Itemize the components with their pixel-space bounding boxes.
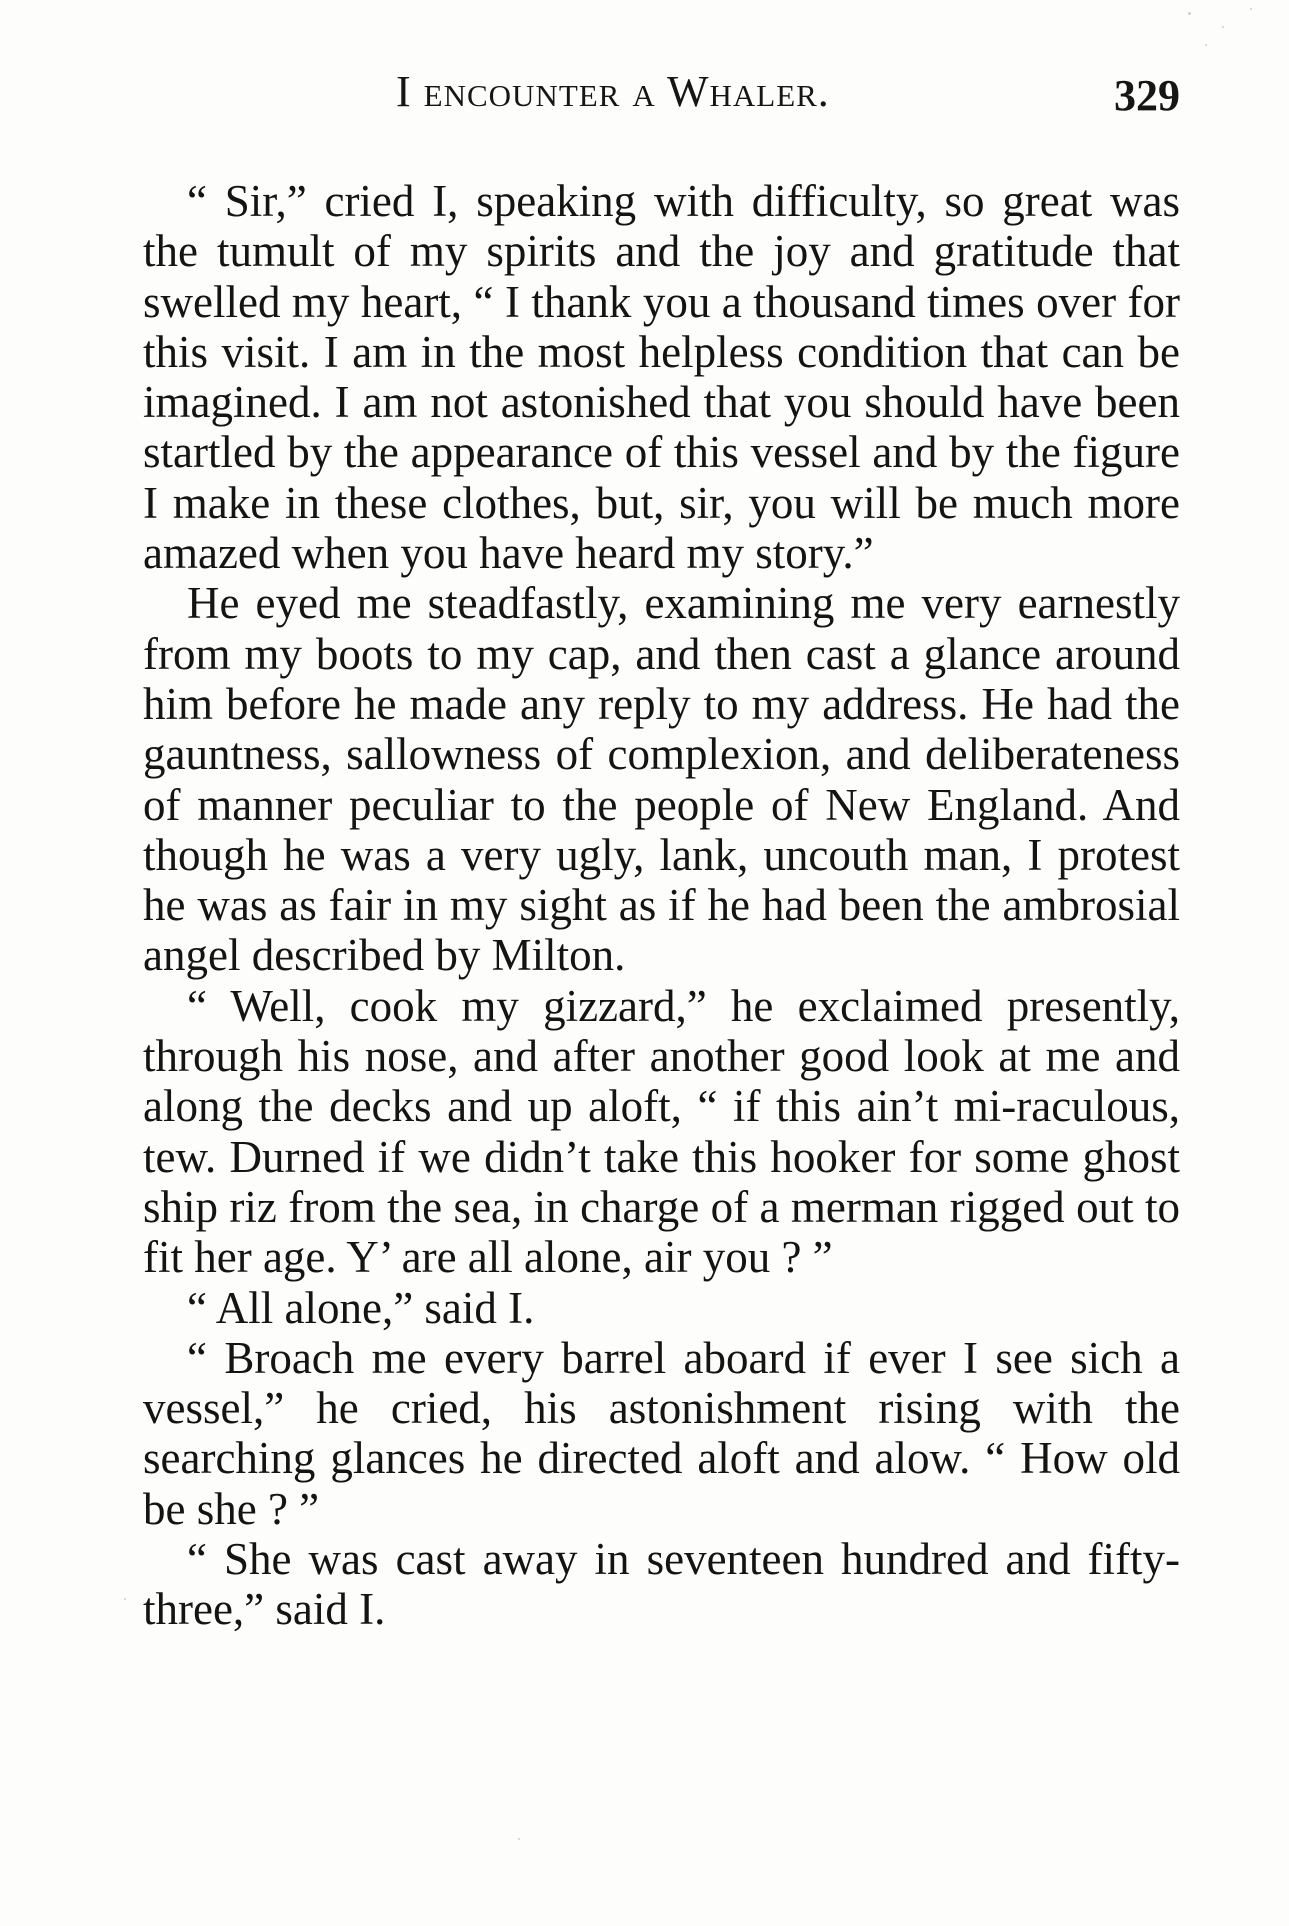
paper-speck: [1250, 8, 1252, 10]
paragraph: He eyed me steadfastly, examining me very earnestly from my boots to my cap, and then cast a glance around him before he made any reply to my address. He had the gauntness, sallowness of complexion, and deliberateness of manner peculiar to the people of New England. And though he was a very ugly, lank, uncouth man, I protest he was as fair in my sight as if he had been the ambrosial angel described by Milton.: [143, 578, 1180, 981]
chapter-running-title: I encounter a Whaler.: [396, 67, 830, 116]
paper-speck: [1188, 12, 1191, 15]
paragraph: “ Sir,” cried I, speaking with difficulty, so great was the tumult of my spirits and the joy and gratitude that swelled my heart, “ I thank you a thousand times over for this visit. I am in the most helpless condition that can be imagined. I am not astonished that you should have been startled by the appearance of this vessel and by the figure I make in these clothes, but, sir, you will be much more amazed when you have heard my story.”: [143, 176, 1180, 579]
paragraph: “ She was cast away in seventeen hundred and fifty-three,” said I.: [143, 1534, 1180, 1635]
running-head: [143, 66, 1180, 136]
body-text: [143, 176, 1180, 1635]
paragraph: “ All alone,” said I.: [187, 1282, 535, 1333]
paragraph: “ Well, cook my gizzard,” he exclaimed presently, through his nose, and after another good look at me and along the decks and up aloft, “ if this ain’t mi-raculous, tew. Durned if we didn’t take this hooker for some ghost ship riz from the sea, in charge of a merman rigged out to fit her age. Y’ are all alone, air you ? ”: [143, 980, 1180, 1283]
paper-speck: [1205, 44, 1207, 46]
paper-speck: [1222, 26, 1224, 28]
paper-speck: [518, 1838, 520, 1840]
paper-speck: [124, 1598, 126, 1600]
paragraph: “ Broach me every barrel aboard if ever I see sich a vessel,” he cried, his astonishment rising with the searching glances he directed aloft and alow. “ How old be she ? ”: [143, 1332, 1180, 1534]
page-number: 329: [1114, 71, 1180, 120]
